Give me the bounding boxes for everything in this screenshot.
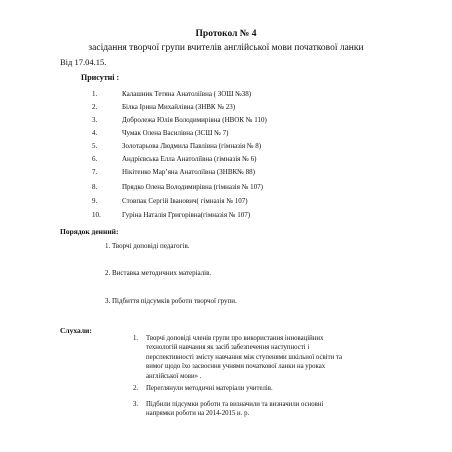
attendee-name: Добролежа Юлія Володимирівна (НВОК № 110): [122, 116, 267, 124]
attendee-number: 4.: [92, 129, 98, 137]
attendee-name: Прядко Олена Володимирівна (гімназія № 107): [122, 183, 263, 191]
attendee-number: 9.: [92, 197, 98, 205]
heard-number: 2.: [133, 385, 139, 392]
heard-text: Переглянули методичні матеріали учителів.: [146, 385, 273, 392]
protocol-date: Від 17.04.15.: [60, 57, 107, 67]
present-heading: Присутні :: [81, 73, 120, 82]
attendee-number: 8.: [92, 183, 98, 191]
attendee-number: 2.: [92, 103, 98, 111]
agenda-item: 1. Творчі доповіді педагогів.: [105, 242, 190, 250]
attendee-number: 5.: [92, 142, 98, 150]
attendee-name: Чумак Олена Василівна (ЗСШ № 7): [122, 129, 229, 137]
agenda-item: 3. Підбиття підсумків роботи творчої групи.: [105, 297, 237, 305]
attendee-name: Золотарьова Людмила Павлівна (гімназія № 8): [122, 142, 262, 150]
attendee-name: Гуріна Наталія Григорівна(гімназія № 107): [122, 211, 251, 219]
attendee-name: Стовпак Сергій Іванович( гімназія № 107): [122, 197, 248, 205]
attendee-name: Калашник Тетяна Анатоліївна ( ЗОШ №38): [122, 90, 252, 98]
protocol-title: Протокол № 4: [195, 29, 257, 39]
heard-number: 3.: [133, 401, 139, 408]
attendee-name: Білка Ірина Михайлівна (ЗНВК № 23): [122, 103, 236, 111]
heard-text: Творчі доповіді членів групи про використання інноваційних технологій навчання як засіб забезпечення наступності і перспективності змісту навчання між ступенями шкільної освіти та вимог щодо їхо засвоєння учнями початкової ланки на уроках англійської мови» .: [146, 335, 342, 380]
agenda-item: 2. Виставка методичних матеріалів.: [105, 269, 212, 277]
attendee-name: Нікітенко Мар’яна Анатоліївна (ЗНВК№ 88): [122, 168, 255, 176]
heard-heading: Слухали:: [60, 326, 92, 335]
attendee-number: 3.: [92, 116, 98, 124]
attendee-name: Андрієвська Елла Анатоліївна (гімназія № 6): [122, 155, 257, 163]
attendee-number: 6.: [92, 155, 98, 163]
heard-number: 1.: [133, 335, 139, 342]
attendee-number: 10.: [92, 211, 101, 219]
heard-text: Підбили підсумки роботи та визначили та визначили основні напрямки роботи на 2014-2015 н. р.: [146, 401, 324, 418]
attendee-number: 7.: [92, 168, 98, 176]
agenda-heading: Порядок денний:: [60, 227, 119, 236]
attendee-number: 1.: [92, 90, 98, 98]
protocol-subtitle: засідання творчої групи вчителів англійської мови початкової ланки: [88, 43, 364, 53]
